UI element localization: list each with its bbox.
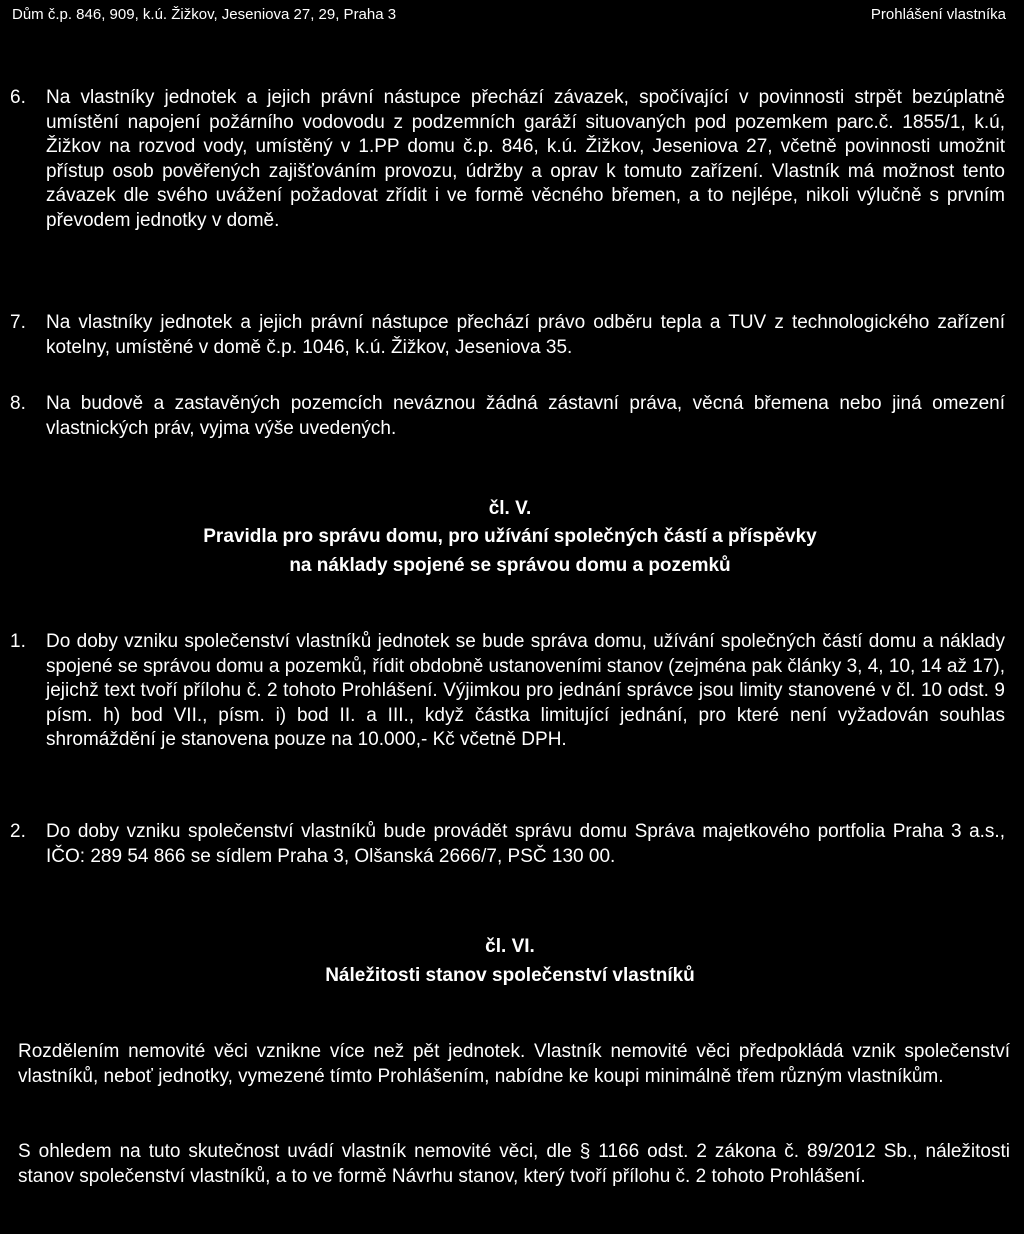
item-number: 7. xyxy=(10,312,26,333)
article-5-title-line1: Pravidla pro správu domu, pro užívání společných částí a příspěvky xyxy=(203,526,817,547)
item-text: Na vlastníky jednotek a jejich právní nástupce přechází závazek, spočívající v povinnosti strpět bezúplatně umístění napojení požárního vodovodu z podzemních garáží situovaných pod pozemkem parc.č. 1855/1, k.ú, Žižkov na rozvod vody, umístěný v 1.PP domu č.p. 846, k.ú. Žižkov, Jeseniova 27, včetně povinnosti umožnit přístup osob pověřených zajišťováním provozu, údržby a oprav k tomuto zařízení. Vlastník má možnost tento závazek dle svého uvážení požadovat zřídit i ve formě věcného břemen, a to nejlépe, nikoli výlučně s prvním převodem jednotky v domě. xyxy=(46,87,1005,231)
item-7 xyxy=(10,311,1005,360)
article-6-title: Náležitosti stanov společenství vlastníků xyxy=(325,965,695,986)
header-right: Prohlášení vlastníka xyxy=(870,6,1006,23)
item-number: 6. xyxy=(10,87,26,108)
item-8 xyxy=(10,392,1005,441)
article-5-number: čl. V. xyxy=(488,498,532,519)
item-number: 8. xyxy=(10,393,26,414)
paragraph-text: Rozdělením nemovité věci vznikne více než pět jednotek. Vlastník nemovité věci předpokládá vznik společenství vlastníků, neboť jednotky, vymezené tímto Prohlášením, nabídne ke koupi minimálně třem různým vlastníkům. xyxy=(18,1041,1010,1087)
article-5-title-line2: na náklady spojené se správou domu a pozemků xyxy=(289,555,731,576)
item-text: Do doby vzniku společenství vlastníků bude provádět správu domu Správa majetkového portfolia Praha 3 a.s., IČO: 289 54 866 se sídlem Praha 3, Olšanská 2666/7, PSČ 130 00. xyxy=(46,821,1005,867)
item-text: Do doby vzniku společenství vlastníků jednotek se bude správa domu, užívání společných částí domu a náklady spojené se správou domu a pozemků, řídit obdobně ustanoveními stanov (zejména pak články 3, 4, 10, 14 až 17), jejichž text tvoří přílohu č. 2 tohoto Prohlášení. Výjimkou pro jednání správce jsou limity stanovené v čl. 10 odst. 9 písm. h) bod VII., písm. i) bod II. a III., když částka limitující jednání, pro které není vyžadován souhlas shromáždění je stanovena pouze na 10.000,- Kč včetně DPH. xyxy=(46,631,1006,750)
article-5-item-1 xyxy=(10,630,1005,753)
article-6-paragraph-1 xyxy=(18,1040,1010,1089)
header-left: Dům č.p. 846, 909, k.ú. Žižkov, Jeseniova 27, 29, Praha 3 xyxy=(12,6,397,23)
article-6-paragraph-2 xyxy=(18,1140,1010,1189)
article-5-item-2 xyxy=(10,820,1005,869)
item-number: 1. xyxy=(10,631,26,652)
item-text: Na budově a zastavěných pozemcích neváznou žádná zástavní práva, věcná břemena nebo jiná omezení vlastnických práv, vyjma výše uvedených. xyxy=(46,393,1005,439)
article-6-number: čl. VI. xyxy=(485,936,535,957)
paragraph-text: S ohledem na tuto skutečnost uvádí vlastník nemovité věci, dle § 1166 odst. 2 zákona č. 89/2012 Sb., náležitosti stanov společenství vlastníků, a to ve formě Návrhu stanov, který tvoří přílohu č. 2 tohoto Prohlášení. xyxy=(18,1141,1010,1187)
item-text: Na vlastníky jednotek a jejich právní nástupce přechází právo odběru tepla a TUV z technologického zařízení kotelny, umístěné v domě č.p. 1046, k.ú. Žižkov, Jeseniova 35. xyxy=(46,312,1005,358)
item-number: 2. xyxy=(10,821,26,842)
item-6 xyxy=(10,86,1005,233)
